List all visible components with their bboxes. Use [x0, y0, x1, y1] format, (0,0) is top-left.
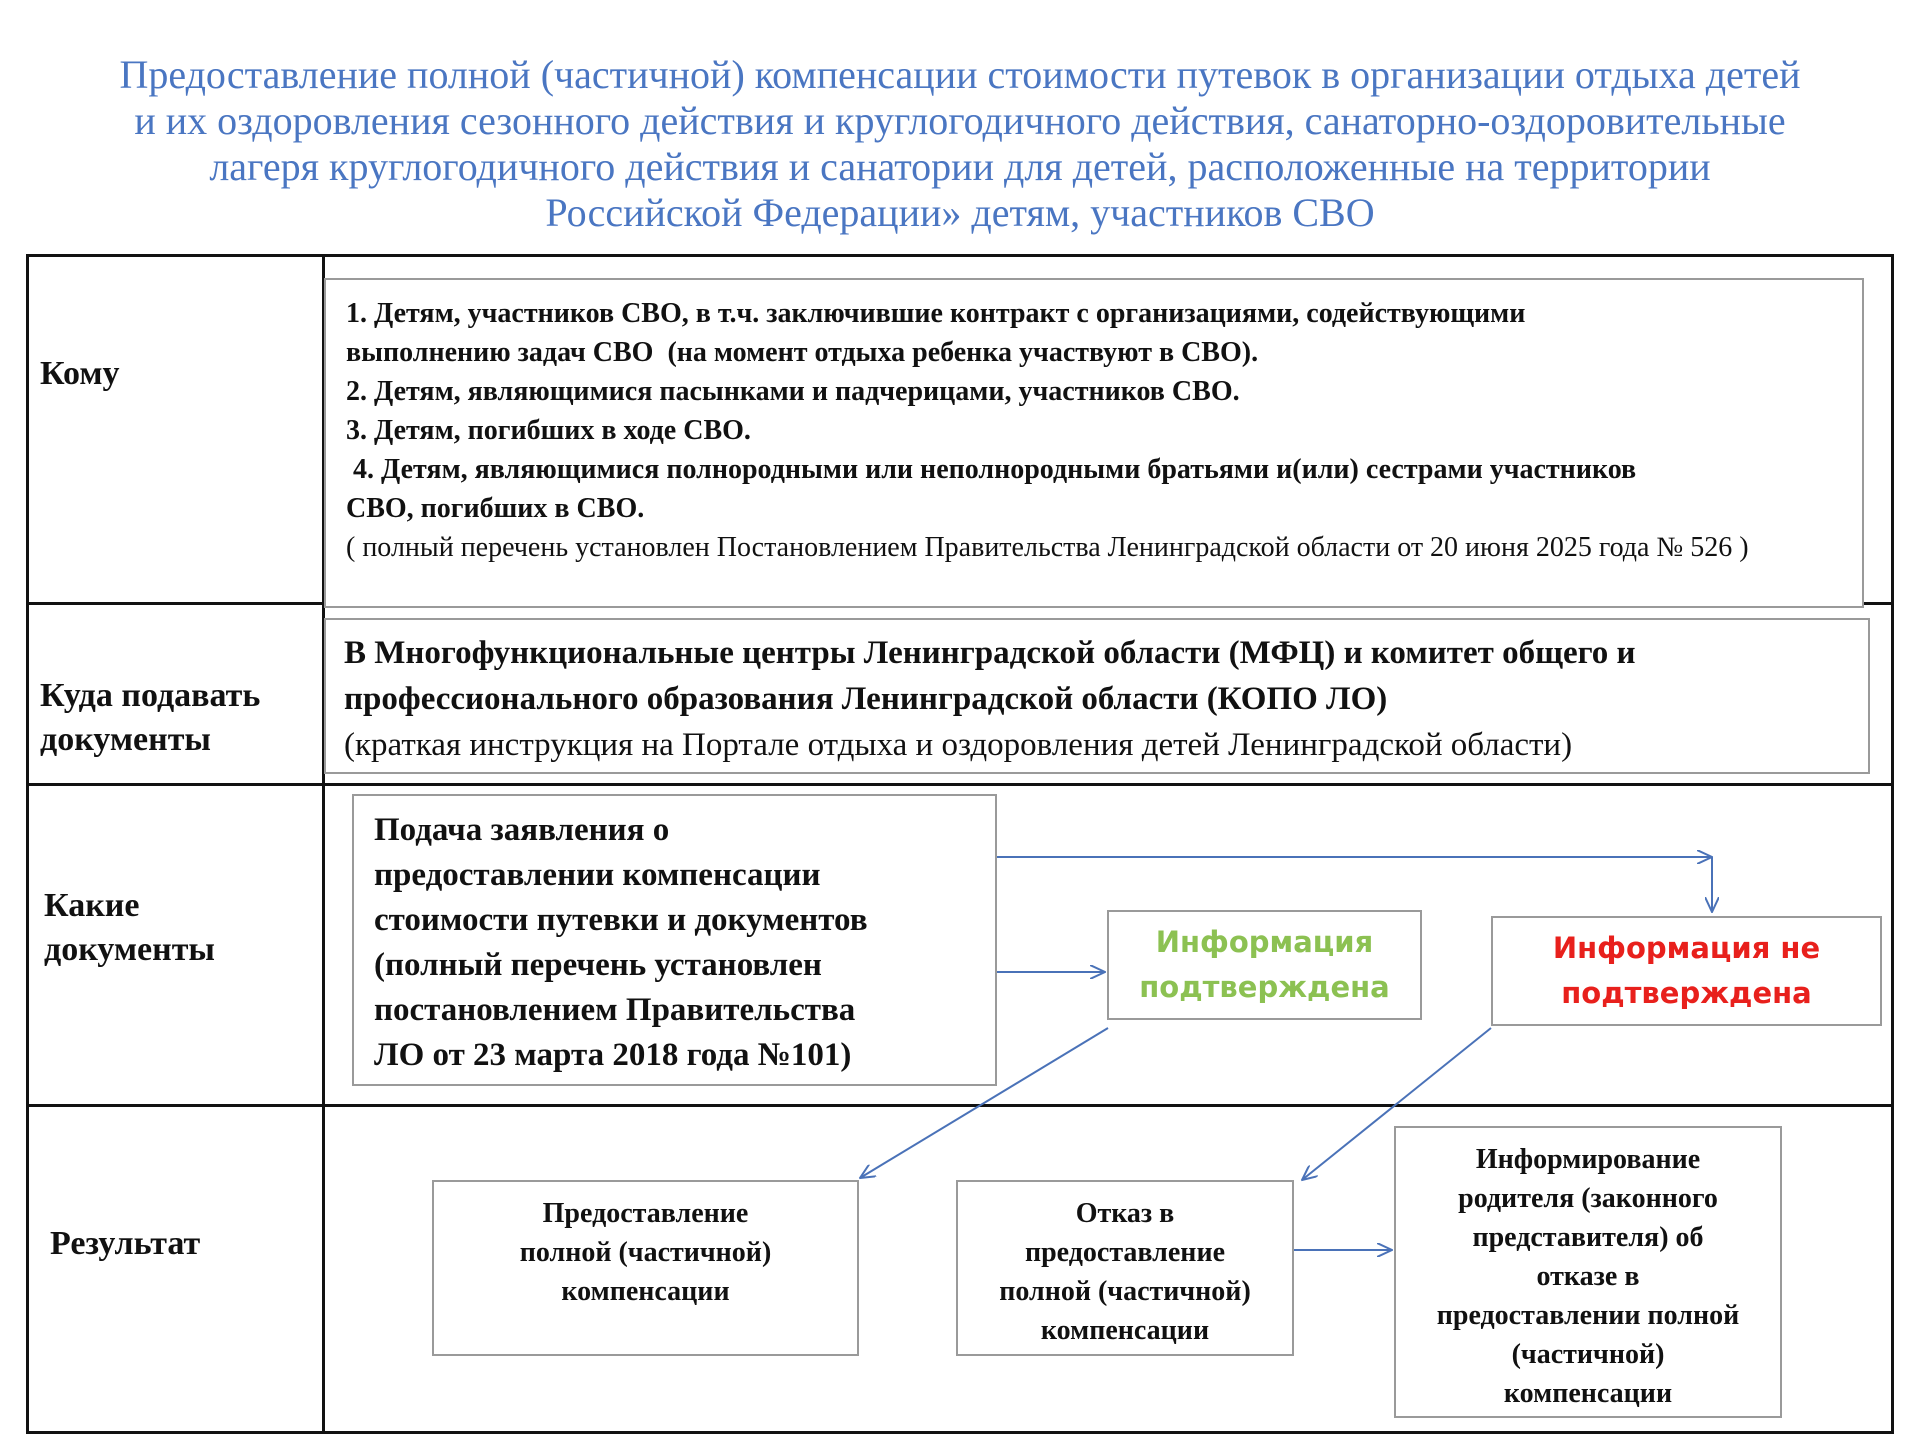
recipient-line: СВО, погибших в СВО.: [346, 493, 645, 524]
recipient-line: 4. Детям, являющимися полнородными или неполнородными братьями и(или) сестрами участников: [346, 454, 1637, 485]
info-confirmed-box: Информация подтверждена: [1107, 910, 1422, 1020]
submission-place-line: В Многофункциональные центры Ленинградской области (МФЦ) и комитет общего и: [344, 635, 1636, 671]
arrow-confirmed-to-granted: [860, 1028, 1108, 1178]
row-label-documents: Какие документы: [44, 887, 215, 968]
title-line: и их оздоровления сезонного действия и круглогодичного действия, санаторно-оздоровительные: [134, 98, 1786, 143]
recipient-line: выполнению задач СВО (на момент отдыха ребенка участвуют в СВО).: [346, 337, 1259, 368]
compensation-granted-box: Предоставление полной (частичной) компенсации: [432, 1180, 859, 1356]
title-line: Предоставление полной (частичной) компенсации стоимости путевок в организации отдыха детей: [119, 52, 1801, 97]
arrow-not-confirmed-to-refused: [1302, 1028, 1491, 1180]
submission-place-line: профессионального образования Ленинградской области (КОПО ЛО): [344, 681, 1388, 717]
title-line: Российской Федерации» детям, участников СВО: [545, 190, 1375, 235]
row-label-result: Результат: [50, 1225, 201, 1262]
parent-notification-box: Информирование родителя (законного представителя) об отказе в предоставлении полной (частичной) компенсации: [1394, 1126, 1782, 1418]
row-label-where: Куда подавать документы: [40, 677, 261, 758]
application-line: предоставлении компенсации: [374, 857, 821, 893]
title-line: лагеря круглогодичного действия и санатории для детей, расположенные на территории: [209, 144, 1711, 189]
submission-instruction-note: (краткая инструкция на Портале отдыха и оздоровления детей Ленинградской области): [344, 727, 1573, 763]
recipient-line: 1. Детям, участников СВО, в т.ч. заключившие контракт с организациями, содействующими: [346, 298, 1526, 329]
application-line: постановлением Правительства: [374, 992, 856, 1028]
info-not-confirmed-box: Информация не подтверждена: [1491, 916, 1882, 1026]
recipient-line: 3. Детям, погибших в ходе СВО.: [346, 415, 751, 446]
application-line: (полный перечень установлен: [374, 947, 822, 983]
recipient-line: 2. Детям, являющимися пасынками и падчерицами, участников СВО.: [346, 376, 1240, 407]
recipients-note: ( полный перечень установлен Постановлением Правительства Ленинградской области от 20 июня 2025 года № 526 ): [346, 532, 1749, 563]
application-line: ЛО от 23 марта 2018 года №101): [374, 1037, 852, 1073]
application-line: стоимости путевки и документов: [374, 902, 868, 938]
compensation-refused-box: Отказ в предоставление полной (частичной) компенсации: [956, 1180, 1294, 1356]
application-line: Подача заявления о: [374, 812, 670, 848]
row-label-who: Кому: [40, 355, 120, 392]
